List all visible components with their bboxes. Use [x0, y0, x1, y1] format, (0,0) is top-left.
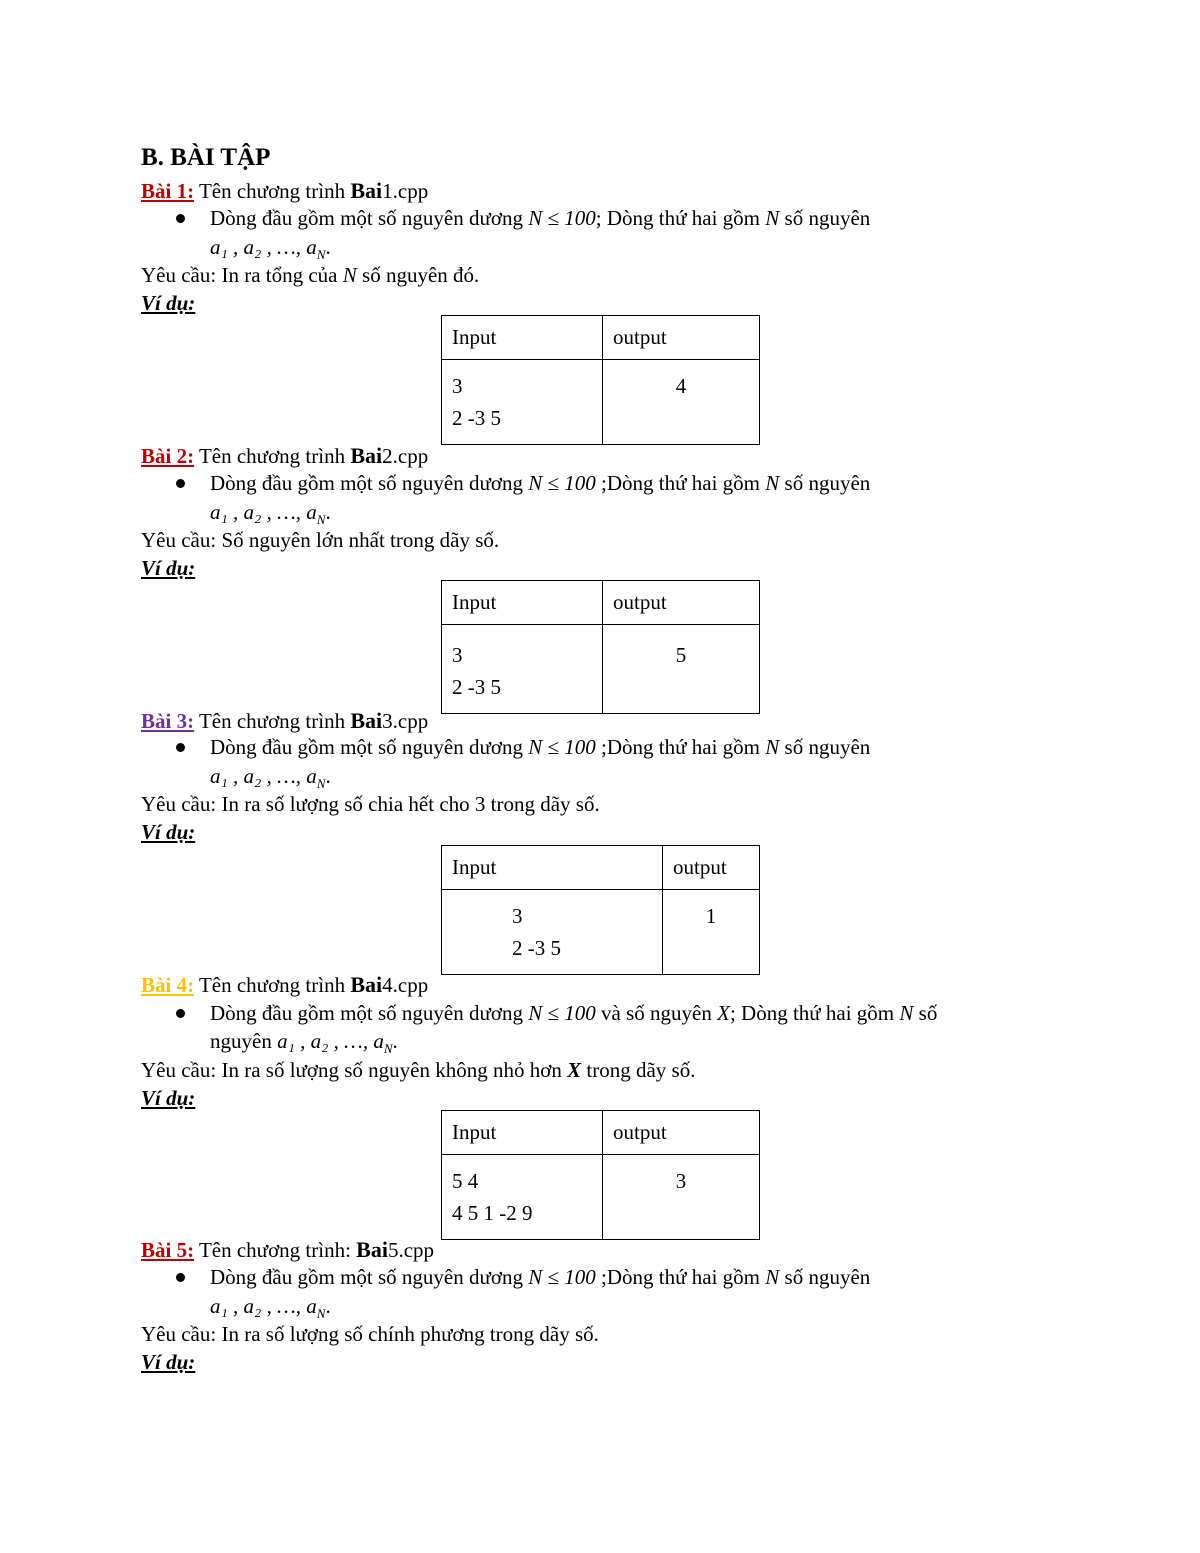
exercise-4-title: Bài 4: Tên chương trình Bai4.cpp — [141, 972, 429, 997]
table-header-output: output — [603, 1111, 760, 1155]
bullet-icon — [176, 1009, 185, 1018]
exercise-1-input-desc: Dòng đầu gồm một số nguyên dương N ≤ 100; Dòng thứ hai gồm N số nguyên — [210, 206, 871, 230]
exercise-4-sequence: nguyên a₁ , a₂ , …, $a_N$. — [210, 1029, 398, 1057]
table-cell-input: 5 4 4 5 1 -2 9 — [442, 1155, 603, 1240]
exercise-1-requirement: Yêu cầu: In ra tổng của N số nguyên đó. — [141, 263, 480, 287]
table-cell-input: 3 2 -3 5 — [442, 890, 663, 975]
exercise-1-title: Bài 1: Tên chương trình Bai1.cpp — [141, 178, 429, 203]
exercise-5-title: Bài 5: Tên chương trình: Bai5.cpp — [141, 1237, 435, 1262]
exercise-3-input-desc: Dòng đầu gồm một số nguyên dương N ≤ 100 ;Dòng thứ hai gồm N số nguyên — [210, 735, 871, 759]
section-heading: B. BÀI TẬP — [141, 144, 271, 171]
exercise-5-requirement: Yêu cầu: In ra số lượng số chính phương trong dãy số. — [141, 1322, 599, 1346]
exercise-4-label: Bài 4: — [141, 973, 195, 997]
table-cell-output: 4 — [603, 360, 760, 445]
exercise-5-label: Bài 5: — [141, 1238, 195, 1262]
table-header-input: Input — [442, 1111, 603, 1155]
table-cell-output: 3 — [603, 1155, 760, 1240]
exercise-1-label: Bài 1: — [141, 179, 195, 203]
exercise-4-requirement: Yêu cầu: In ra số lượng số nguyên không nhỏ hơn X trong dãy số. — [141, 1058, 696, 1082]
exercise-5-example-label: Ví dụ: — [141, 1350, 196, 1374]
table-header-input: Input — [442, 846, 663, 890]
exercise-2-input-desc: Dòng đầu gồm một số nguyên dương N ≤ 100 ;Dòng thứ hai gồm N số nguyên — [210, 471, 871, 495]
bullet-icon — [176, 743, 185, 752]
table-cell-output: 5 — [603, 625, 760, 714]
exercise-5-sequence: a₁ , a₂ , …, $a_N$. — [210, 1294, 331, 1322]
exercise-3-sequence: a₁ , a₂ , …, $a_N$. — [210, 764, 331, 792]
exercise-3-example-table — [441, 845, 760, 975]
bullet-icon — [176, 479, 185, 488]
table-header-output: output — [603, 581, 760, 625]
exercise-5-input-desc: Dòng đầu gồm một số nguyên dương N ≤ 100 ;Dòng thứ hai gồm N số nguyên — [210, 1265, 871, 1289]
table-header-input: Input — [442, 581, 603, 625]
table-header-input: Input — [442, 316, 603, 360]
exercise-3-title: Bài 3: Tên chương trình Bai3.cpp — [141, 708, 429, 733]
exercise-3-requirement: Yêu cầu: In ra số lượng số chia hết cho 3 trong dãy số. — [141, 792, 600, 816]
exercise-3-example-label: Ví dụ: — [141, 820, 196, 844]
exercise-4-example-label: Ví dụ: — [141, 1086, 196, 1110]
exercise-1-example-label: Ví dụ: — [141, 291, 196, 315]
exercise-1-sequence: a₁ , a₂ , …, $a_N$. — [210, 235, 331, 263]
exercise-2-example-label: Ví dụ: — [141, 556, 196, 580]
table-header-output: output — [663, 846, 760, 890]
exercise-2-sequence: a₁ , a₂ , …, $a_N$. — [210, 500, 331, 528]
table-cell-output: 1 — [663, 890, 760, 975]
table-cell-input: 3 2 -3 5 — [442, 625, 603, 714]
exercise-3-label: Bài 3: — [141, 709, 195, 733]
table-cell-input: 3 2 -3 5 — [442, 360, 603, 445]
table-header-output: output — [603, 316, 760, 360]
exercise-2-example-table — [441, 580, 760, 714]
exercise-1-example-table — [441, 315, 760, 445]
exercise-4-example-table — [441, 1110, 760, 1240]
exercise-2-requirement: Yêu cầu: Số nguyên lớn nhất trong dãy số. — [141, 528, 500, 552]
bullet-icon — [176, 214, 185, 223]
exercise-4-input-desc: Dòng đầu gồm một số nguyên dương N ≤ 100 và số nguyên X; Dòng thứ hai gồm N số — [210, 1001, 938, 1025]
exercise-2-title: Bài 2: Tên chương trình Bai2.cpp — [141, 443, 429, 468]
exercise-2-label: Bài 2: — [141, 444, 195, 468]
bullet-icon — [176, 1273, 185, 1282]
